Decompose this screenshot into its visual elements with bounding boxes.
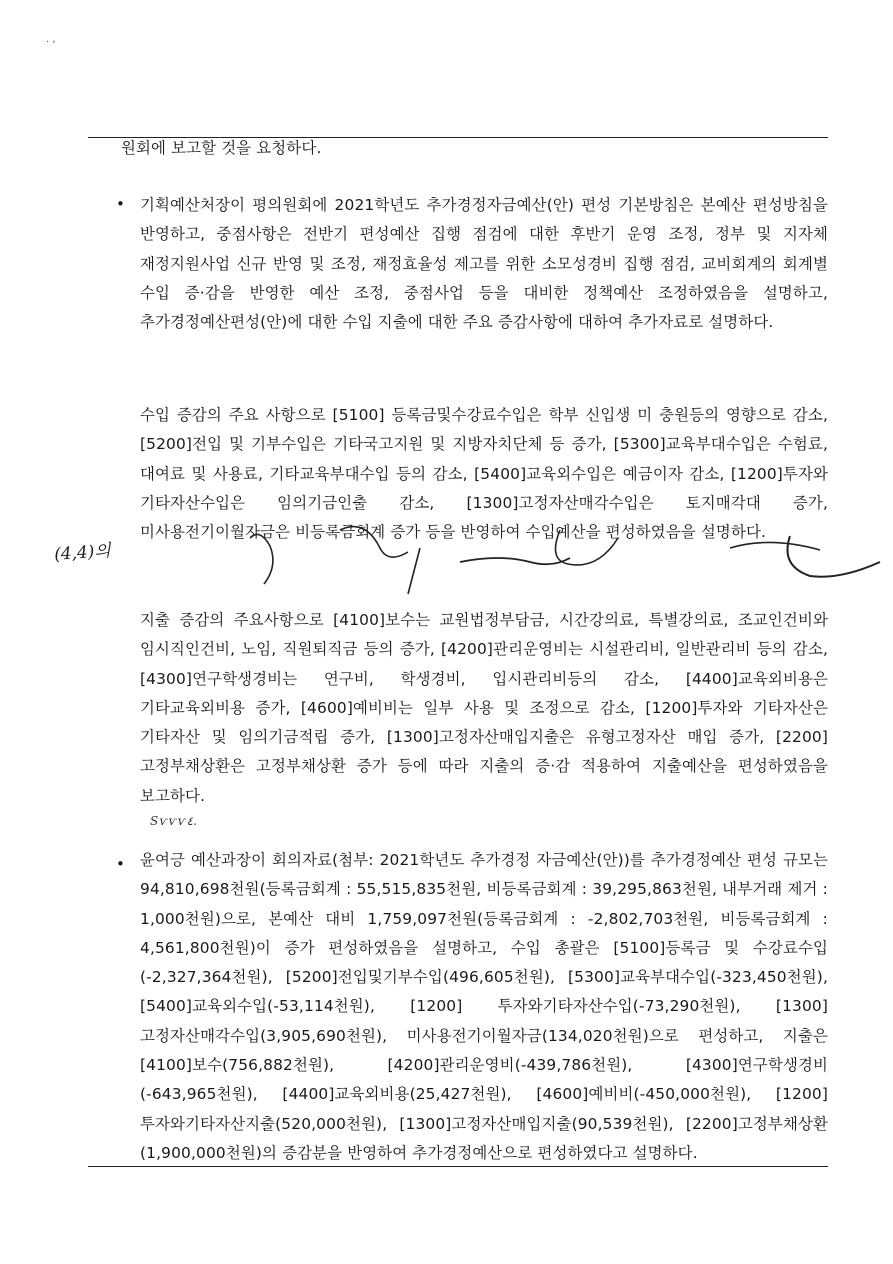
bullet-section1: • (116, 195, 125, 213)
section1-paragraph: 기획예산처장이 평의원회에 2021학년도 추가경정자금예산(안) 편성 기본방침은 본예산 편성방침을 반영하고, 중점사항은 전반기 편성예산 집행 점검에 대한 후반기 운영 조정, 정부 및 지자체 재정지원사업 신규 반영 및 조정, 재정효율성 제고를 위한 소모성경비 집행 점검, 교비회계의 회계별 수입 증·감을 반영한 예산 조정, 중점사업 등을 대비한 정책예산 조정하였음을 설명하고, 추가경정예산편성(안)에 대한 수입 지출에 대한 주요 증감사항에 대하여 추가자료로 설명하다. (140, 196, 828, 332)
signature-scribble (220, 518, 890, 598)
expense-paragraph: 지출 증감의 주요사항으로 [4100]보수는 교원법정부담금, 시간강의료, 특별강의료, 조교인건비와 임시직인건비, 노임, 직원퇴직금 등의 증가, [4200]관리운영비는 시설관리비, 일반관리비 등의 감소, [4300]연구학생경비는 연구비, 학생경비, 입시관리비등의 감소, [4400]교육외비용은 기타교육외비용 증가, [4600]예비비는 일부 사용 및 조정으로 감소, [1200]투자와 기타자산은 기타자산 및 임의기금적립 증가, [1300]고정자산매입지출은 유형고정자산 매입 증가, [2200]고정부채상환은 고정부채상환 증가 등에 따라 지출의 증·감 적용하여 지출예산을 편성하였음을 보고하다. (140, 611, 828, 805)
continuation-line: 원회에 보고할 것을 요청하다. (121, 139, 322, 157)
small-scribble: Ѕѵѵѵ٤. (150, 814, 197, 828)
bullet-section2: • (116, 855, 125, 873)
margin-handwriting: (4,4)의 (53, 541, 112, 565)
scan-marks: . , (46, 34, 56, 45)
bottom-rule (88, 1166, 828, 1167)
income-paragraph: 수입 증감의 주요 사항으로 [5100] 등록금및수강료수입은 학부 신입생 미 충원등의 영향으로 감소, [5200]전입 및 기부수입은 기타국고지원 및 지방자치단체 등 증가, [5300]교육부대수입은 수험료, 대여료 및 사용료, 기타교육부대수입 등의 감소, [5400]교육외수입은 예금이자 감소, [1200]투자와 기타자산수입은 임의기금인출 감소, [1300]고정자산매각수입은 토지매각대 증가, 미사용전기이월자금은 비등록금회계 증가 등을 반영하여 수입예산을 편성하였음을 설명하다. (140, 406, 828, 542)
section2-paragraph: 윤여긍 예산과장이 회의자료(첨부: 2021학년도 추가경정 자금예산(안))를 추가경정예산 편성 규모는 94,810,698천원(등록금회계 : 55,515,835천원, 비등록금회계 : 39,295,863천원, 내부거래 제거 : 1,000천원)으로, 본예산 대비 1,759,097천원(등록금회계 : -2,802,703천원, 비등록금회계 : 4,561,800천원)이 증가 편성하였음을 설명하고, 수입 총괄은 [5100]등록금 및 수강료수입(-2,327,364천원), [5200]전입및기부수입(496,605천원), [5300]교육부대수입(-323,450천원), [5400]교육외수입(-53,114천원), [1200] 투자와기타자산수입(-73,290천원), [1300] 고정자산매각수입(3,905,690천원), 미사용전기이월자금(134,020천원)으로 편성하고, 지출은 [4100]보수(756,882천원), [4200]관리운영비(-439,786천원), [4300]연구학생경비(-643,965천원), [4400]교육외비용(25,427천원), [4600]예비비(-450,000천원), [1200]투자와기타자산지출(520,000천원), [1300]고정자산매입지출(90,539천원), [2200]고정부채상환(1,900,000천원)의 증감분을 반영하여 추가경정예산으로 편성하였다고 설명하다. (140, 851, 828, 1162)
